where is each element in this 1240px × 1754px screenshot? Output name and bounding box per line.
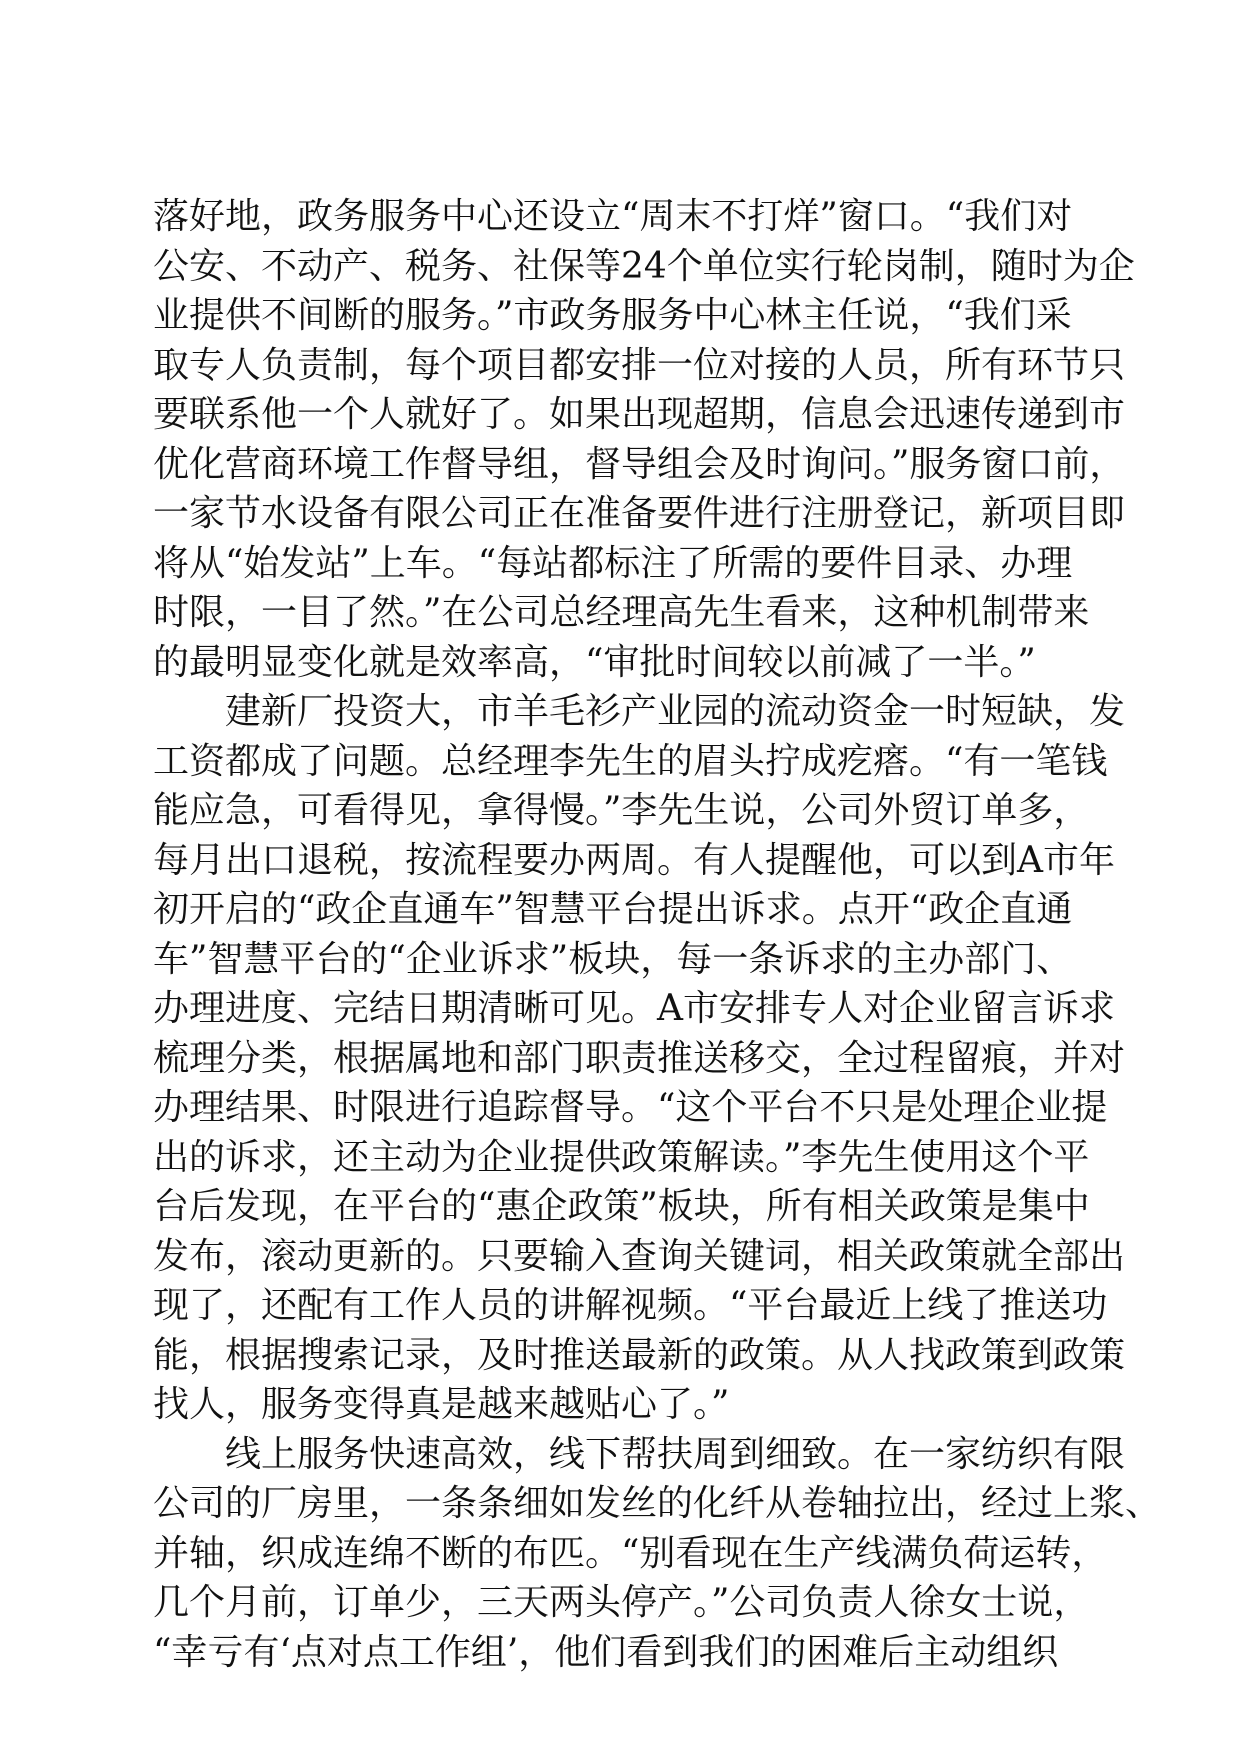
body-text: [153, 192, 1162, 1677]
text-line: 车”智慧平台的“企业诉求”板块，每一条诉求的主办部门、: [153, 938, 1073, 980]
text-line: 出的诉求，还主动为企业提供政策解读。”李先生使用这个平: [153, 1136, 1090, 1178]
text-line: 几个月前，订单少，三天两头停产。”公司负责人徐女士说，: [153, 1582, 1090, 1623]
text-line: 业提供不间断的服务。”市政务服务中心林主任说，“我们采: [153, 295, 1072, 336]
text-line: “幸亏有‘点对点工作组’，他们看到我们的困难后主动组织: [153, 1631, 1059, 1673]
text-line: 能应急，可看得见，拿得慢。”李先生说，公司外贸订单多，: [153, 790, 1090, 831]
text-line: 并轴，织成连绵不断的布匹。“别看现在生产线满负荷运转，: [153, 1532, 1108, 1574]
text-line: 的最明显变化就是效率高，“审批时间较以前减了一半。”: [153, 641, 1036, 683]
text-line: 梳理分类，根据属地和部门职责推送移交，全过程留痕，并对: [153, 1037, 1126, 1079]
text-line: 公安、不动产、税务、社保等24个单位实行轮岗制，随时为企: [153, 245, 1135, 287]
text-line: 落好地，政务服务中心还设立“周末不打烊”窗口。“我们对: [153, 196, 1073, 237]
text-line: 现了，还配有工作人员的讲解视频。“平台最近上线了推送功: [153, 1285, 1108, 1326]
paragraph-start-line: 线上服务快速高效，线下帮扶周到细致。在一家纺织有限: [225, 1433, 1126, 1475]
text-line: 公司的厂房里，一条条细如发丝的化纤从卷轴拉出，经过上浆、: [153, 1483, 1162, 1524]
text-line: 一家节水设备有限公司正在准备要件进行注册登记，新项目即: [153, 493, 1126, 534]
text-line: 将从“始发站”上车。“每站都标注了所需的要件目录、办理: [153, 542, 1073, 584]
text-line: 能，根据搜索记录，及时推送最新的政策。从人找政策到政策: [153, 1334, 1126, 1376]
text-line: 办理进度、完结日期清晰可见。A市安排专人对企业留言诉求: [153, 988, 1115, 1029]
text-line: 找人，服务变得真是越来越贴心了。”: [153, 1384, 730, 1425]
text-line: 优化营商环境工作督导组，督导组会及时询问。”服务窗口前，: [153, 443, 1126, 485]
text-line: 每月出口退税，按流程要办两周。有人提醒他，可以到A市年: [153, 839, 1115, 881]
text-line: 初开启的“政企直通车”智慧平台提出诉求。点开“政企直通: [153, 889, 1073, 930]
text-line: 台后发现，在平台的“惠企政策”板块，所有相关政策是集中: [153, 1186, 1090, 1227]
text-line: 要联系他一个人就好了。如果出现超期，信息会迅速传递到市: [153, 394, 1126, 435]
text-line: 工资都成了问题。总经理李先生的眉头拧成疙瘩。“有一笔钱: [153, 740, 1108, 782]
text-line: 发布，滚动更新的。只要输入查询关键词，相关政策就全部出: [153, 1235, 1126, 1277]
paragraph-start-line: 建新厂投资大，市羊毛衫产业园的流动资金一时短缺，发: [225, 691, 1126, 732]
text-line: 时限，一目了然。”在公司总经理高先生看来，这种机制带来: [153, 592, 1090, 633]
text-line: 办理结果、时限进行追踪督导。“这个平台不只是处理企业提: [153, 1087, 1108, 1128]
text-line: 取专人负责制，每个项目都安排一位对接的人员，所有环节只: [153, 344, 1126, 386]
